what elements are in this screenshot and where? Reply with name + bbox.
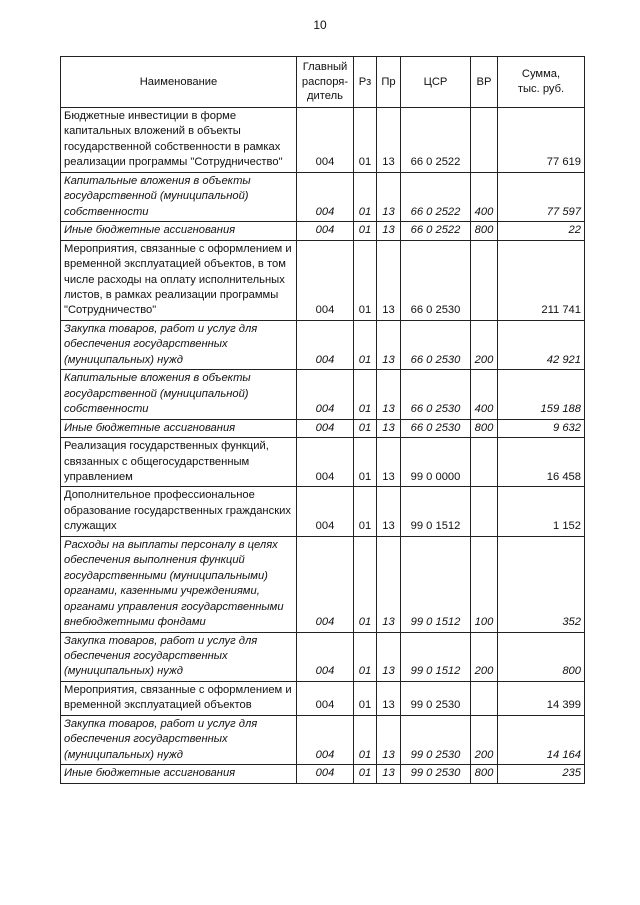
row-main-manager: 004 <box>297 172 354 221</box>
row-section: 01 <box>354 487 377 536</box>
row-expense-type <box>471 240 498 320</box>
row-section: 01 <box>354 632 377 681</box>
row-section: 01 <box>354 438 377 487</box>
row-sum: 1 152 <box>498 487 585 536</box>
row-subsection: 13 <box>377 765 401 783</box>
row-name: Иные бюджетные ассигнования <box>61 222 297 240</box>
row-target-article: 99 0 2530 <box>401 765 471 783</box>
row-expense-type: 200 <box>471 715 498 764</box>
row-section: 01 <box>354 681 377 715</box>
row-section: 01 <box>354 765 377 783</box>
row-expense-type: 200 <box>471 632 498 681</box>
row-target-article: 99 0 1512 <box>401 536 471 632</box>
row-subsection: 13 <box>377 240 401 320</box>
table-row <box>61 681 585 715</box>
row-subsection: 13 <box>377 681 401 715</box>
row-subsection: 13 <box>377 370 401 419</box>
row-sum: 9 632 <box>498 419 585 437</box>
row-expense-type <box>471 487 498 536</box>
row-target-article: 99 0 2530 <box>401 681 471 715</box>
row-name: Мероприятия, связанные с оформлением и временной эксплуатацией объектов, в том числе расходы на оплату исполнительных листов, в рамках реализации программы "Сотрудничество" <box>61 240 297 320</box>
row-expense-type: 400 <box>471 370 498 419</box>
row-main-manager: 004 <box>297 765 354 783</box>
row-name: Закупка товаров, работ и услуг для обеспечения государственных (муниципальных) нужд <box>61 320 297 369</box>
header-main-manager <box>297 57 354 108</box>
row-expense-type: 800 <box>471 419 498 437</box>
row-sum: 800 <box>498 632 585 681</box>
row-expense-type: 200 <box>471 320 498 369</box>
row-section: 01 <box>354 240 377 320</box>
row-sum: 14 399 <box>498 681 585 715</box>
row-target-article: 99 0 0000 <box>401 438 471 487</box>
table-row <box>61 632 585 681</box>
table-row <box>61 108 585 173</box>
row-target-article: 66 0 2522 <box>401 172 471 221</box>
table-row <box>61 419 585 437</box>
row-target-article: 99 0 1512 <box>401 632 471 681</box>
row-main-manager: 004 <box>297 715 354 764</box>
header-subsection: Пр <box>377 57 401 108</box>
row-main-manager: 004 <box>297 487 354 536</box>
row-main-manager: 004 <box>297 108 354 173</box>
header-target-article: ЦСР <box>401 57 471 108</box>
row-main-manager: 004 <box>297 320 354 369</box>
row-subsection: 13 <box>377 172 401 221</box>
budget-table <box>60 56 585 784</box>
header-sum-line: тыс. руб. <box>517 83 565 95</box>
table-row <box>61 320 585 369</box>
header-sum-line: Сумма, <box>521 68 561 81</box>
table-row <box>61 487 585 536</box>
table-row <box>61 172 585 221</box>
row-expense-type <box>471 681 498 715</box>
table-row <box>61 222 585 240</box>
page-number: 10 <box>313 18 327 32</box>
header-main-manager-line: Главный <box>302 61 348 74</box>
row-name: Расходы на выплаты персоналу в целях обеспечения выполнения функций государственными (муниципальными) органами, казенными учреждениями, органами управления государственными внебюджетными фондами <box>61 536 297 632</box>
row-expense-type <box>471 438 498 487</box>
header-main-manager-line: распоря- <box>301 75 349 88</box>
row-name: Мероприятия, связанные с оформлением и временной эксплуатацией объектов <box>61 681 297 715</box>
table-row <box>61 240 585 320</box>
row-section: 01 <box>354 320 377 369</box>
row-name: Бюджетные инвестиции в форме капитальных вложений в объекты государственной собственности в рамках реализации программы "Сотрудничество" <box>61 108 297 173</box>
row-main-manager: 004 <box>297 632 354 681</box>
row-section: 01 <box>354 715 377 764</box>
row-subsection: 13 <box>377 487 401 536</box>
row-name: Закупка товаров, работ и услуг для обеспечения государственных (муниципальных) нужд <box>61 632 297 681</box>
header-name: Наименование <box>61 57 297 108</box>
row-name: Капитальные вложения в объекты государственной (муниципальной) собственности <box>61 370 297 419</box>
row-name: Дополнительное профессиональное образование государственных гражданских служащих <box>61 487 297 536</box>
row-sum: 77 597 <box>498 172 585 221</box>
table-row <box>61 370 585 419</box>
row-target-article: 66 0 2530 <box>401 370 471 419</box>
row-section: 01 <box>354 370 377 419</box>
row-main-manager: 004 <box>297 536 354 632</box>
row-main-manager: 004 <box>297 419 354 437</box>
row-subsection: 13 <box>377 715 401 764</box>
row-sum: 22 <box>498 222 585 240</box>
row-section: 01 <box>354 536 377 632</box>
row-target-article: 99 0 1512 <box>401 487 471 536</box>
row-name: Закупка товаров, работ и услуг для обеспечения государственных (муниципальных) нужд <box>61 715 297 764</box>
row-subsection: 13 <box>377 632 401 681</box>
row-sum: 159 188 <box>498 370 585 419</box>
row-target-article: 99 0 2530 <box>401 715 471 764</box>
row-expense-type: 800 <box>471 222 498 240</box>
row-expense-type: 800 <box>471 765 498 783</box>
row-target-article: 66 0 2530 <box>401 320 471 369</box>
row-main-manager: 004 <box>297 438 354 487</box>
row-expense-type: 400 <box>471 172 498 221</box>
row-name: Капитальные вложения в объекты государственной (муниципальной) собственности <box>61 172 297 221</box>
row-main-manager: 004 <box>297 370 354 419</box>
table-header-row <box>61 57 585 108</box>
row-sum: 211 741 <box>498 240 585 320</box>
row-section: 01 <box>354 419 377 437</box>
table-row <box>61 536 585 632</box>
row-subsection: 13 <box>377 222 401 240</box>
row-name: Иные бюджетные ассигнования <box>61 419 297 437</box>
row-section: 01 <box>354 222 377 240</box>
row-target-article: 66 0 2522 <box>401 108 471 173</box>
row-sum: 42 921 <box>498 320 585 369</box>
row-target-article: 66 0 2522 <box>401 222 471 240</box>
row-sum: 352 <box>498 536 585 632</box>
row-subsection: 13 <box>377 419 401 437</box>
table-row <box>61 765 585 783</box>
header-main-manager-line: дитель <box>307 90 343 103</box>
table-row <box>61 715 585 764</box>
header-section: Рз <box>354 57 377 108</box>
row-subsection: 13 <box>377 438 401 487</box>
row-main-manager: 004 <box>297 240 354 320</box>
row-subsection: 13 <box>377 108 401 173</box>
row-target-article: 66 0 2530 <box>401 419 471 437</box>
row-main-manager: 004 <box>297 681 354 715</box>
row-expense-type <box>471 108 498 173</box>
row-sum: 16 458 <box>498 438 585 487</box>
row-sum: 77 619 <box>498 108 585 173</box>
header-sum <box>498 57 585 108</box>
row-section: 01 <box>354 172 377 221</box>
row-main-manager: 004 <box>297 222 354 240</box>
header-expense-type: ВР <box>471 57 498 108</box>
row-expense-type: 100 <box>471 536 498 632</box>
row-section: 01 <box>354 108 377 173</box>
row-name: Иные бюджетные ассигнования <box>61 765 297 783</box>
row-target-article: 66 0 2530 <box>401 240 471 320</box>
table-row <box>61 438 585 487</box>
table-body <box>61 108 585 784</box>
row-sum: 235 <box>498 765 585 783</box>
row-subsection: 13 <box>377 536 401 632</box>
row-sum: 14 164 <box>498 715 585 764</box>
row-name: Реализация государственных функций, связанных с общегосударственным управлением <box>61 438 297 487</box>
row-subsection: 13 <box>377 320 401 369</box>
